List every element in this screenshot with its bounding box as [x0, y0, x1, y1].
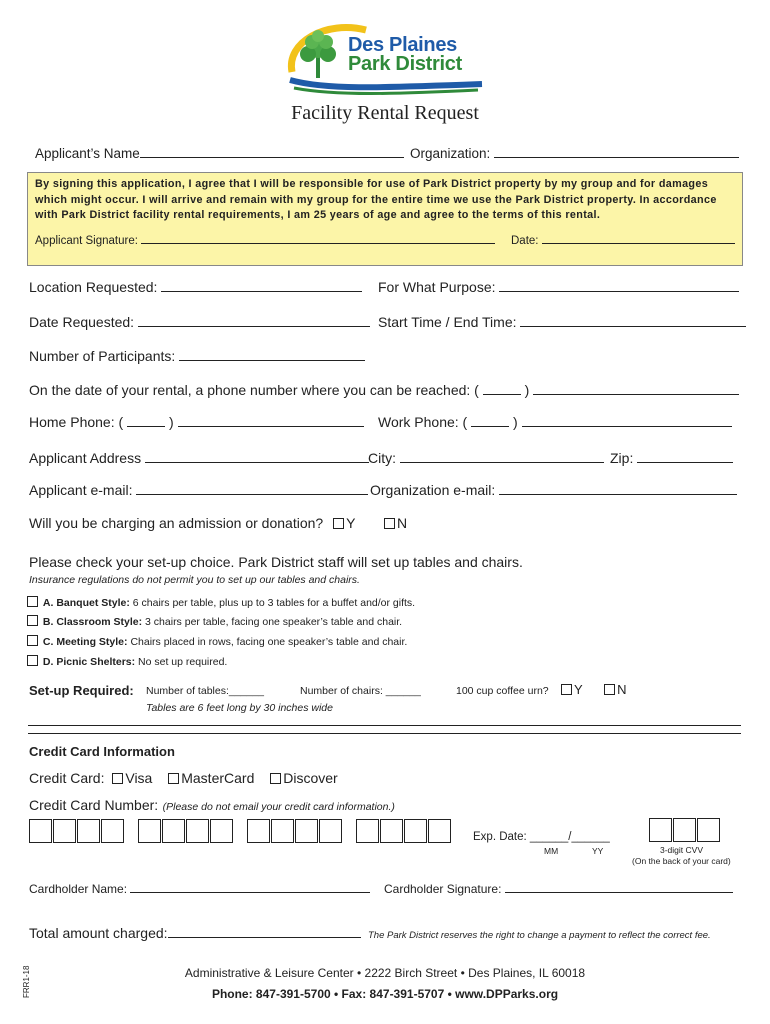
- city-label: City:: [368, 450, 396, 466]
- setup-option-b-checkbox[interactable]: [27, 615, 38, 626]
- setup-option-a-desc: 6 chairs per table, plus up to 3 tables for a buffet and/or gifts.: [132, 597, 416, 609]
- setup-required-label: Set-up Required:: [29, 683, 134, 698]
- visa-label: Visa: [125, 770, 153, 786]
- applicant-signature-field[interactable]: [141, 234, 495, 244]
- card-digit-box[interactable]: [404, 819, 427, 843]
- card-digit-box[interactable]: [138, 819, 161, 843]
- admission-yes-checkbox[interactable]: [333, 518, 344, 529]
- home-phone-number-field[interactable]: [178, 415, 364, 427]
- date-requested-row: [29, 314, 370, 330]
- admission-no-checkbox[interactable]: [384, 518, 395, 529]
- zip-row: [610, 450, 733, 466]
- reach-phone-row: [29, 382, 739, 398]
- card-digit-box[interactable]: [29, 819, 52, 843]
- date-requested-field[interactable]: [138, 315, 370, 327]
- signature-date-label: Date:: [511, 235, 539, 247]
- agreement-text: By signing this application, I agree that I will be responsible for use of Park District property by my group and for damages which might occur. I will arrive and remain with my group for the entire time we use the Park District property. In accordance with Park District facility rental requirements, I am 25 years of age and agree to the terms of this rental.: [35, 178, 717, 221]
- setup-option-d-label: D. Picnic Shelters:: [42, 656, 136, 668]
- footer-address: Administrative & Leisure Center • 2222 Birch Street • Des Plaines, IL 60018: [184, 966, 586, 980]
- setup-chairs-field[interactable]: Number of chairs: ______: [300, 685, 421, 697]
- participants-label: Number of Participants:: [29, 348, 176, 364]
- card-digit-box[interactable]: [247, 819, 270, 843]
- signature-date-field[interactable]: [542, 234, 735, 244]
- reserve-note: The Park District reserves the right to change a payment to reflect the correct fee.: [368, 930, 711, 941]
- setup-option-a-label: A. Banquet Style:: [42, 597, 130, 609]
- logo-text-line2: Park District: [348, 53, 462, 75]
- cardholder-signature-field[interactable]: [505, 881, 733, 893]
- setup-option-d-desc: No set up required.: [138, 656, 228, 668]
- exp-mm-label: MM: [544, 846, 559, 856]
- admission-yes-label: Y: [346, 515, 356, 531]
- applicant-name-field[interactable]: [140, 146, 404, 158]
- start-end-label: Start Time / End Time:: [378, 314, 517, 330]
- cardholder-signature-label: Cardholder Signature:: [384, 882, 502, 896]
- card-digit-box[interactable]: [210, 819, 233, 843]
- divider-top: [28, 725, 741, 726]
- date-requested-label: Date Requested:: [29, 314, 135, 330]
- cardholder-signature-row: [384, 881, 733, 896]
- card-digit-box[interactable]: [428, 819, 451, 843]
- setup-option-c: [27, 635, 407, 648]
- purpose-label: For What Purpose:: [378, 279, 496, 295]
- coffee-urn-label: 100 cup coffee urn?: [456, 685, 549, 697]
- purpose-field[interactable]: [499, 280, 739, 292]
- applicant-name-row: [35, 146, 404, 161]
- card-digit-box[interactable]: [77, 819, 100, 843]
- logo-text-line1: Des Plaines: [348, 34, 457, 56]
- start-end-field[interactable]: [520, 315, 746, 327]
- exp-yy-label: YY: [592, 846, 604, 856]
- organization-label: Organization:: [410, 146, 491, 161]
- setup-tables-field[interactable]: Number of tables:______: [146, 685, 264, 697]
- setup-option-d-checkbox[interactable]: [27, 655, 38, 666]
- work-phone-number-field[interactable]: [522, 415, 732, 427]
- total-field[interactable]: [168, 926, 361, 938]
- reach-phone-area-code-field[interactable]: [483, 383, 521, 395]
- setup-heading: Please check your set-up choice. Park District staff will set up tables and chairs.: [29, 554, 523, 570]
- divider-bottom: [28, 733, 741, 734]
- coffee-urn-options: [561, 682, 626, 697]
- admission-label: Will you be charging an admission or donation?: [29, 515, 324, 531]
- cardholder-name-row: [29, 881, 370, 896]
- zip-field[interactable]: [637, 451, 733, 463]
- credit-card-heading: Credit Card Information: [29, 744, 175, 759]
- org-email-row: [370, 482, 737, 498]
- participants-row: [29, 348, 365, 364]
- setup-option-d: [27, 655, 227, 668]
- organization-row: [410, 146, 739, 161]
- mastercard-checkbox[interactable]: [168, 773, 179, 784]
- total-label: Total amount charged:: [29, 925, 168, 941]
- signature-row: [35, 234, 495, 247]
- email-field[interactable]: [136, 483, 368, 495]
- home-phone-row: [29, 414, 364, 430]
- credit-card-type-row: [29, 770, 338, 786]
- tables-note: Tables are 6 feet long by 30 inches wide: [146, 702, 333, 714]
- setup-option-c-label: C. Meeting Style:: [42, 636, 128, 648]
- card-digit-box[interactable]: [53, 819, 76, 843]
- footer-contact: Phone: 847-391-5700 • Fax: 847-391-5707 • www.DPParks.org: [211, 987, 559, 1001]
- work-phone-row: [378, 414, 732, 430]
- cvv-digit-box[interactable]: [673, 818, 696, 842]
- page-title: Facility Rental Request: [291, 102, 479, 124]
- coffee-urn-yes-label: Y: [574, 682, 583, 697]
- card-number-label: Credit Card Number:: [29, 797, 159, 813]
- applicant-name-label: Applicant’s Name: [35, 146, 140, 161]
- setup-option-c-checkbox[interactable]: [27, 635, 38, 646]
- coffee-urn-no-label: N: [617, 682, 627, 697]
- location-field[interactable]: [161, 280, 362, 292]
- card-digit-box[interactable]: [101, 819, 124, 843]
- card-number-note: (Please do not email your credit card information.): [162, 801, 395, 813]
- setup-option-a: [27, 596, 415, 609]
- start-end-row: [378, 314, 746, 330]
- zip-label: Zip:: [610, 450, 634, 466]
- home-phone-label: Home Phone: (: [29, 414, 124, 430]
- cvv-note: (On the back of your card): [632, 856, 731, 866]
- coffee-urn-yes-checkbox[interactable]: [561, 684, 572, 695]
- location-label: Location Requested:: [29, 279, 158, 295]
- total-row: [29, 925, 361, 941]
- card-digit-box[interactable]: [295, 819, 318, 843]
- city-field[interactable]: [400, 451, 604, 463]
- setup-option-b: [27, 615, 402, 628]
- visa-checkbox[interactable]: [112, 773, 123, 784]
- discover-label: Discover: [283, 770, 338, 786]
- exp-date-field[interactable]: Exp. Date: ______/______: [473, 831, 610, 843]
- signature-date-row: [511, 234, 735, 247]
- work-phone-paren: ): [513, 414, 518, 430]
- setup-option-b-desc: 3 chairs per table, facing one speaker’s table and chair.: [145, 616, 403, 628]
- coffee-urn-no-checkbox[interactable]: [604, 684, 615, 695]
- card-digit-box[interactable]: [380, 819, 403, 843]
- applicant-signature-label: Applicant Signature:: [35, 235, 138, 247]
- address-row: [29, 450, 369, 466]
- org-email-label: Organization e-mail:: [370, 482, 496, 498]
- form-code: FRR1-18: [22, 965, 31, 998]
- cvv-label: 3-digit CVV: [660, 845, 703, 855]
- home-phone-area-code-field[interactable]: [127, 415, 165, 427]
- coffee-urn-row: [456, 685, 549, 697]
- city-row: [368, 450, 604, 466]
- cvv-digit-box[interactable]: [697, 818, 720, 842]
- work-phone-area-code-field[interactable]: [471, 415, 509, 427]
- address-field[interactable]: [145, 451, 369, 463]
- reach-phone-paren: ): [524, 382, 530, 398]
- card-number-row: [29, 797, 395, 815]
- home-phone-paren: ): [168, 414, 174, 430]
- setup-option-c-desc: Chairs placed in rows, facing one speaker’s table and chair.: [130, 636, 408, 648]
- reach-phone-label: On the date of your rental, a phone number where you can be reached: (: [29, 382, 479, 398]
- card-digit-box[interactable]: [162, 819, 185, 843]
- work-phone-label: Work Phone: (: [378, 414, 468, 430]
- card-digit-box[interactable]: [186, 819, 209, 843]
- org-email-field[interactable]: [499, 483, 737, 495]
- participants-field[interactable]: [179, 349, 365, 361]
- email-row: [29, 482, 368, 498]
- admission-no-label: N: [397, 515, 408, 531]
- insurance-note: Insurance regulations do not permit you to set up our tables and chairs.: [29, 574, 360, 586]
- organization-field[interactable]: [494, 146, 739, 158]
- location-row: [29, 279, 362, 295]
- purpose-row: [378, 279, 739, 295]
- cardholder-name-label: Cardholder Name:: [29, 882, 128, 896]
- reach-phone-number-field[interactable]: [533, 383, 739, 395]
- setup-option-a-checkbox[interactable]: [27, 596, 38, 607]
- setup-option-b-label: B. Classroom Style:: [42, 616, 143, 628]
- card-digit-box[interactable]: [356, 819, 379, 843]
- card-digit-box[interactable]: [319, 819, 342, 843]
- cvv-digit-box[interactable]: [649, 818, 672, 842]
- email-label: Applicant e-mail:: [29, 482, 133, 498]
- cardholder-name-field[interactable]: [130, 881, 370, 893]
- card-digit-box[interactable]: [271, 819, 294, 843]
- address-label: Applicant Address: [29, 450, 142, 466]
- admission-row: [29, 515, 407, 531]
- mastercard-label: MasterCard: [181, 770, 255, 786]
- discover-checkbox[interactable]: [270, 773, 281, 784]
- credit-card-label: Credit Card:: [29, 770, 105, 786]
